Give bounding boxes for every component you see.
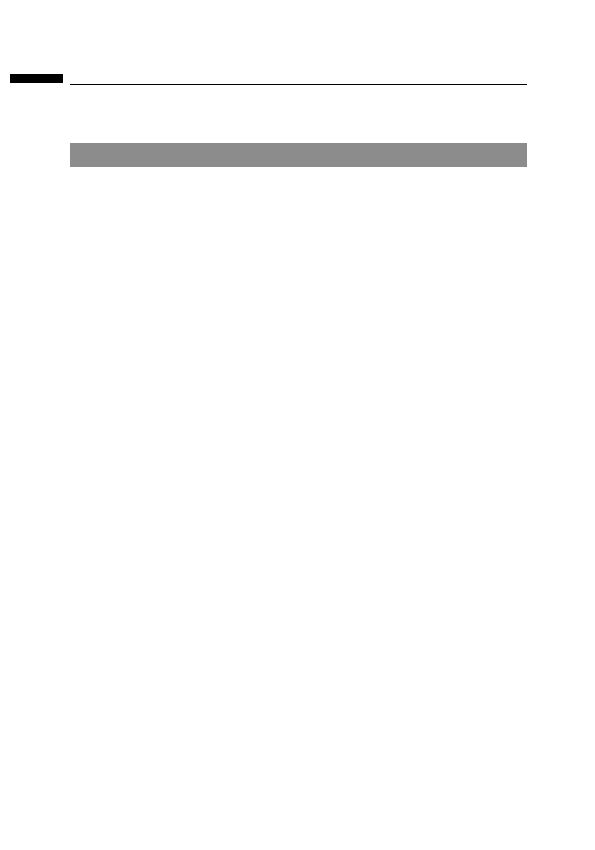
table-header bbox=[70, 143, 527, 167]
title-divider bbox=[70, 84, 527, 85]
side-tab-bar bbox=[10, 74, 63, 83]
